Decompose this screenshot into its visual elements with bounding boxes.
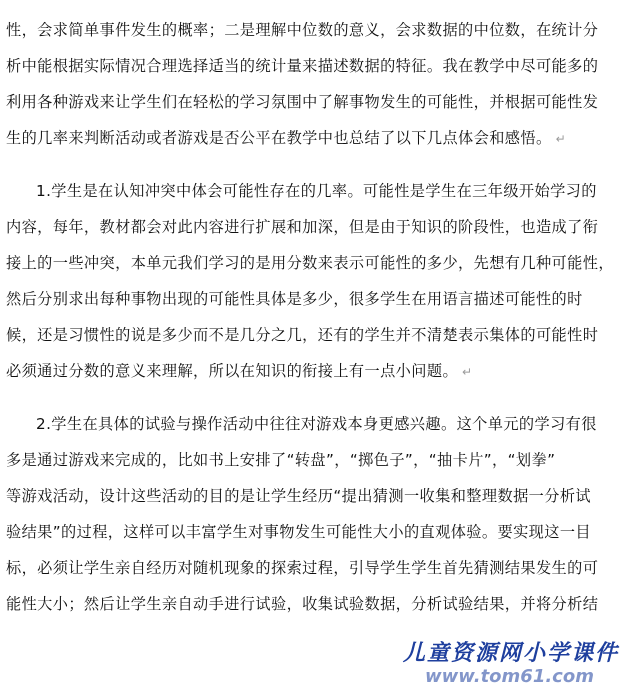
text-line: 能性大小；然后让学生亲自动手进行试验，收集试验数据，分析试验结果，并将分析结	[6, 595, 599, 613]
text-line: 利用各种游戏来让学生们在轻松的学习氛围中了解事物发生的可能性，并根据可能性发	[6, 93, 599, 111]
text-line: 析中能根据实际情况合理选择适当的统计量来描述数据的特征。我在教学中尽可能多的	[6, 57, 599, 75]
paragraph-point-1	[6, 173, 616, 389]
watermark-url: www.tom61.com	[425, 666, 594, 687]
text-line: 性，会求简单事件发生的概率；二是理解中位数的意义，会求数据的中位数，在统计分	[6, 21, 599, 39]
text-line	[6, 120, 616, 156]
text-line: 验结果”的过程，这样可以丰富学生对事物发生可能性大小的直观体验。要实现这一目	[6, 523, 592, 541]
text-line: 等游戏活动，设计这些活动的目的是让学生经历“提出猜测一收集和整理数据一分析试	[6, 487, 592, 505]
watermark-title: 儿童资源网小学课件	[402, 640, 619, 666]
site-watermark	[385, 636, 621, 692]
text-line-content: 生的几率来判断活动或者游戏是否公平在教学中也总结了以下几点体会和感悟。	[6, 129, 552, 147]
text-line: 标，必须让学生亲自经历对随机现象的探索过程，引导学生学生首先猜测结果发生的可	[6, 559, 599, 577]
text-line: 内容，每年，教材都会对此内容进行扩展和加深，但是由于知识的阶段性，也造成了衔	[6, 218, 599, 236]
text-line: 然后分别求出每种事物出现的可能性具体是多少，很多学生在用语言描述可能性的时	[6, 290, 583, 308]
text-line	[6, 353, 616, 389]
paragraph-intro	[6, 12, 616, 156]
text-line: 接上的一些冲突，本单元我们学习的是用分数来表示可能性的多少，先想有几种可能性，	[6, 254, 614, 272]
paragraph-spacer	[6, 389, 616, 406]
paragraph-point-2	[6, 406, 616, 622]
text-line: 候，还是习惯性的说是多少而不是几分之几，还有的学生并不清楚表示集体的可能性时	[6, 326, 599, 344]
paragraph-mark-icon: ↵	[462, 365, 473, 379]
text-line: 多是通过游戏来完成的，比如书上安排了“转盘”，“掷色子”，“抽卡片”，“划拳”	[6, 451, 556, 469]
text-line-content: 必须通过分数的意义来理解，所以在知识的衔接上有一点小问题。	[6, 362, 459, 380]
paragraph-spacer	[6, 156, 616, 173]
text-line: 1.学生是在认知冲突中体会可能性存在的几率。可能性是学生在三年级开始学习的	[36, 182, 597, 200]
text-line: 2.学生在具体的试验与操作活动中往往对游戏本身更感兴趣。这个单元的学习有很	[36, 415, 597, 433]
paragraph-mark-icon: ↵	[555, 132, 567, 146]
document-body	[6, 12, 616, 622]
